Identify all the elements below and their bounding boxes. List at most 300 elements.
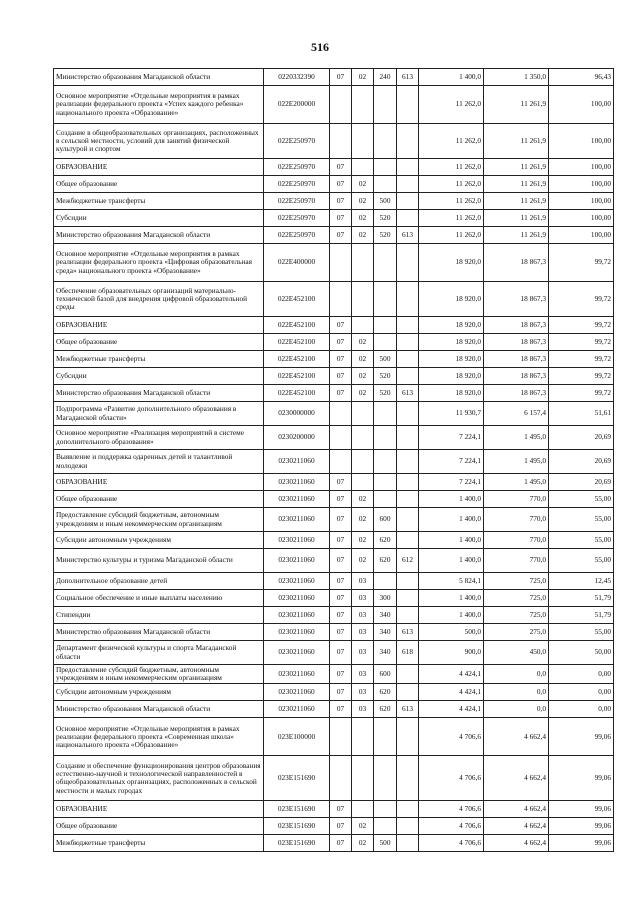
target-article-code: 0230211060 <box>264 590 330 607</box>
section-code: 07 <box>330 641 352 665</box>
plan-amount: 5 824,1 <box>419 573 484 590</box>
row-name: Межбюджетные трансферты <box>54 835 264 852</box>
actual-amount: 4 662,4 <box>484 818 549 835</box>
expense-type-code: 500 <box>374 835 397 852</box>
execution-percent: 20,69 <box>549 474 614 491</box>
target-article-code: 0230211060 <box>264 508 330 532</box>
target-article-code: 0230211060 <box>264 474 330 491</box>
department-code <box>397 159 419 176</box>
section-code: 07 <box>330 549 352 573</box>
execution-percent: 0,00 <box>549 665 614 684</box>
actual-amount: 18 867,3 <box>484 334 549 351</box>
execution-percent: 99,72 <box>549 351 614 368</box>
department-code <box>397 607 419 624</box>
target-article-code: 022E452100 <box>264 317 330 334</box>
subsection-code <box>352 159 374 176</box>
subsection-code: 02 <box>352 491 374 508</box>
target-article-code: 022E250970 <box>264 227 330 244</box>
subsection-code <box>352 756 374 801</box>
subsection-code: 03 <box>352 641 374 665</box>
table-row <box>54 317 614 334</box>
table-row <box>54 607 614 624</box>
plan-amount: 18 920,0 <box>419 385 484 402</box>
row-name: Министерство образования Магаданской области <box>54 701 264 718</box>
table-row <box>54 532 614 549</box>
table-row <box>54 385 614 402</box>
row-name: Предоставление субсидий бюджетным, автономным учреждениям и иным некоммерческим организациям <box>54 665 264 684</box>
table-row <box>54 351 614 368</box>
execution-percent: 99,06 <box>549 801 614 818</box>
plan-amount: 11 930,7 <box>419 402 484 426</box>
section-code: 07 <box>330 491 352 508</box>
target-article-code: 022E250970 <box>264 210 330 227</box>
row-name: Предоставление субсидий бюджетным, автономным учреждениям и иным некоммерческим организациям <box>54 508 264 532</box>
table-row <box>54 718 614 756</box>
execution-percent: 99,06 <box>549 835 614 852</box>
actual-amount: 770,0 <box>484 491 549 508</box>
actual-amount: 18 867,3 <box>484 368 549 385</box>
plan-amount: 4 706,6 <box>419 756 484 801</box>
row-name: Субсидии <box>54 368 264 385</box>
section-code <box>330 282 352 317</box>
actual-amount: 725,0 <box>484 573 549 590</box>
execution-percent: 100,00 <box>549 227 614 244</box>
target-article-code: 023E151690 <box>264 756 330 801</box>
plan-amount: 4 706,6 <box>419 818 484 835</box>
subsection-code <box>352 282 374 317</box>
row-name: Субсидии <box>54 210 264 227</box>
table-row <box>54 450 614 474</box>
section-code: 07 <box>330 227 352 244</box>
table-row <box>54 227 614 244</box>
subsection-code: 02 <box>352 385 374 402</box>
actual-amount: 770,0 <box>484 508 549 532</box>
target-article-code: 0230211060 <box>264 532 330 549</box>
target-article-code: 0230000000 <box>264 402 330 426</box>
department-code <box>397 176 419 193</box>
plan-amount: 18 920,0 <box>419 244 484 282</box>
table-row <box>54 474 614 491</box>
department-code: 613 <box>397 69 419 86</box>
table-row <box>54 69 614 86</box>
expense-type-code: 340 <box>374 624 397 641</box>
expense-type-code <box>374 756 397 801</box>
plan-amount: 7 224,1 <box>419 426 484 450</box>
target-article-code: 022E250970 <box>264 159 330 176</box>
row-name: ОБРАЗОВАНИЕ <box>54 159 264 176</box>
target-article-code: 0230211060 <box>264 624 330 641</box>
table-row <box>54 701 614 718</box>
actual-amount: 6 157,4 <box>484 402 549 426</box>
section-code: 07 <box>330 818 352 835</box>
row-name: Обеспечение образовательных организаций материально-технической базой для внедрения цифровой образовательной среды <box>54 282 264 317</box>
section-code <box>330 426 352 450</box>
department-code <box>397 665 419 684</box>
table-row <box>54 684 614 701</box>
actual-amount: 11 261,9 <box>484 176 549 193</box>
section-code: 07 <box>330 801 352 818</box>
subsection-code: 02 <box>352 193 374 210</box>
subsection-code <box>352 450 374 474</box>
execution-percent: 99,72 <box>549 368 614 385</box>
department-code <box>397 718 419 756</box>
execution-percent: 100,00 <box>549 193 614 210</box>
plan-amount: 11 262,0 <box>419 86 484 124</box>
execution-percent: 51,61 <box>549 402 614 426</box>
plan-amount: 4 706,6 <box>419 718 484 756</box>
target-article-code: 0230211060 <box>264 573 330 590</box>
row-name: Социальное обеспечение и иные выплаты населению <box>54 590 264 607</box>
plan-amount: 18 920,0 <box>419 368 484 385</box>
plan-amount: 900,0 <box>419 641 484 665</box>
section-code: 07 <box>330 590 352 607</box>
execution-percent: 99,06 <box>549 818 614 835</box>
execution-percent: 0,00 <box>549 684 614 701</box>
section-code: 07 <box>330 210 352 227</box>
plan-amount: 500,0 <box>419 624 484 641</box>
section-code: 07 <box>330 573 352 590</box>
subsection-code <box>352 718 374 756</box>
expense-type-code: 340 <box>374 641 397 665</box>
actual-amount: 770,0 <box>484 549 549 573</box>
expense-type-code: 300 <box>374 590 397 607</box>
target-article-code: 022E400000 <box>264 244 330 282</box>
target-article-code: 022E452100 <box>264 334 330 351</box>
row-name: Межбюджетные трансферты <box>54 193 264 210</box>
row-name: Создание в общеобразовательных организациях, расположенных в сельской местности, условий для занятий физической культурой и спортом <box>54 124 264 159</box>
subsection-code: 03 <box>352 607 374 624</box>
row-name: Межбюджетные трансферты <box>54 351 264 368</box>
plan-amount: 1 400,0 <box>419 590 484 607</box>
department-code <box>397 573 419 590</box>
row-name: Создание и обеспечение функционирования центров образования естественно-научной и технологической направленностей в общеобразовательных организациях, расположенных в сельской местности и малых городах <box>54 756 264 801</box>
department-code <box>397 756 419 801</box>
row-name: Департамент физической культуры и спорта Магаданской области <box>54 641 264 665</box>
actual-amount: 11 261,9 <box>484 159 549 176</box>
row-name: Подпрограмма «Развитие дополнительного образования в Магаданской области» <box>54 402 264 426</box>
table-row <box>54 756 614 801</box>
department-code: 612 <box>397 549 419 573</box>
department-code <box>397 282 419 317</box>
execution-percent: 99,72 <box>549 385 614 402</box>
table-row <box>54 801 614 818</box>
subsection-code <box>352 317 374 334</box>
execution-percent: 99,06 <box>549 718 614 756</box>
row-name: Стипендии <box>54 607 264 624</box>
execution-percent: 100,00 <box>549 176 614 193</box>
department-code <box>397 818 419 835</box>
actual-amount: 0,0 <box>484 665 549 684</box>
execution-percent: 12,45 <box>549 573 614 590</box>
department-code <box>397 86 419 124</box>
subsection-code: 02 <box>352 334 374 351</box>
row-name: Министерство культуры и туризма Магаданской области <box>54 549 264 573</box>
section-code: 07 <box>330 835 352 852</box>
table-row <box>54 176 614 193</box>
actual-amount: 725,0 <box>484 607 549 624</box>
plan-amount: 1 400,0 <box>419 607 484 624</box>
row-name: ОБРАЗОВАНИЕ <box>54 801 264 818</box>
department-code <box>397 508 419 532</box>
section-code <box>330 86 352 124</box>
section-code <box>330 450 352 474</box>
subsection-code: 02 <box>352 176 374 193</box>
subsection-code <box>352 474 374 491</box>
expense-type-code <box>374 573 397 590</box>
expense-type-code <box>374 718 397 756</box>
plan-amount: 11 262,0 <box>419 210 484 227</box>
row-name: Субсидии автономным учреждениям <box>54 532 264 549</box>
subsection-code: 02 <box>352 210 374 227</box>
department-code <box>397 450 419 474</box>
department-code <box>397 402 419 426</box>
actual-amount: 1 495,0 <box>484 450 549 474</box>
execution-percent: 0,00 <box>549 701 614 718</box>
expense-type-code <box>374 426 397 450</box>
department-code <box>397 684 419 701</box>
budget-table <box>53 68 614 852</box>
expense-type-code: 620 <box>374 684 397 701</box>
row-name: ОБРАЗОВАНИЕ <box>54 474 264 491</box>
target-article-code: 023E100000 <box>264 718 330 756</box>
execution-percent: 99,72 <box>549 317 614 334</box>
section-code <box>330 244 352 282</box>
row-name: Общее образование <box>54 818 264 835</box>
department-code: 613 <box>397 701 419 718</box>
table-row <box>54 210 614 227</box>
actual-amount: 1 495,0 <box>484 474 549 491</box>
row-name: ОБРАЗОВАНИЕ <box>54 317 264 334</box>
plan-amount: 7 224,1 <box>419 474 484 491</box>
expense-type-code: 520 <box>374 227 397 244</box>
row-name: Основное мероприятие «Реализация мероприятий в системе дополнительного образования» <box>54 426 264 450</box>
row-name: Основное мероприятие «Отдельные мероприятия в рамках реализации федерального проекта «Современная школа» национального проекта «Образование» <box>54 718 264 756</box>
actual-amount: 18 867,3 <box>484 385 549 402</box>
target-article-code: 022E452100 <box>264 351 330 368</box>
actual-amount: 11 261,9 <box>484 227 549 244</box>
execution-percent: 100,00 <box>549 210 614 227</box>
department-code <box>397 368 419 385</box>
section-code: 07 <box>330 368 352 385</box>
plan-amount: 18 920,0 <box>419 351 484 368</box>
subsection-code: 02 <box>352 532 374 549</box>
target-article-code: 022E250970 <box>264 124 330 159</box>
table-row <box>54 244 614 282</box>
subsection-code: 03 <box>352 665 374 684</box>
table-row <box>54 624 614 641</box>
section-code <box>330 718 352 756</box>
plan-amount: 4 424,1 <box>419 684 484 701</box>
plan-amount: 4 706,6 <box>419 801 484 818</box>
actual-amount: 11 261,9 <box>484 124 549 159</box>
section-code <box>330 124 352 159</box>
row-name: Министерство образования Магаданской области <box>54 385 264 402</box>
actual-amount: 0,0 <box>484 701 549 718</box>
section-code: 07 <box>330 317 352 334</box>
row-name: Дополнительное образование детей <box>54 573 264 590</box>
target-article-code: 023E151690 <box>264 835 330 852</box>
target-article-code: 022E250970 <box>264 176 330 193</box>
table-row <box>54 159 614 176</box>
subsection-code: 03 <box>352 590 374 607</box>
section-code: 07 <box>330 351 352 368</box>
expense-type-code: 520 <box>374 385 397 402</box>
target-article-code: 022E250970 <box>264 193 330 210</box>
actual-amount: 18 867,3 <box>484 317 549 334</box>
subsection-code <box>352 244 374 282</box>
plan-amount: 18 920,0 <box>419 282 484 317</box>
execution-percent: 99,72 <box>549 244 614 282</box>
actual-amount: 11 261,9 <box>484 193 549 210</box>
row-name: Общее образование <box>54 334 264 351</box>
execution-percent: 51,79 <box>549 607 614 624</box>
subsection-code: 02 <box>352 818 374 835</box>
plan-amount: 1 400,0 <box>419 69 484 86</box>
target-article-code: 022E452100 <box>264 282 330 317</box>
subsection-code <box>352 402 374 426</box>
execution-percent: 99,72 <box>549 334 614 351</box>
table-row <box>54 491 614 508</box>
actual-amount: 4 662,4 <box>484 756 549 801</box>
section-code: 07 <box>330 684 352 701</box>
table-row <box>54 193 614 210</box>
execution-percent: 96,43 <box>549 69 614 86</box>
expense-type-code: 620 <box>374 701 397 718</box>
target-article-code: 0230211060 <box>264 491 330 508</box>
plan-amount: 11 262,0 <box>419 124 484 159</box>
target-article-code: 0230211060 <box>264 450 330 474</box>
execution-percent: 99,06 <box>549 756 614 801</box>
subsection-code: 03 <box>352 684 374 701</box>
expense-type-code <box>374 402 397 426</box>
row-name: Основное мероприятие «Отдельные мероприятия в рамках реализации федерального проекта «Цифровая образовательная среда» национального проекта «Образование» <box>54 244 264 282</box>
execution-percent: 20,69 <box>549 450 614 474</box>
table-row <box>54 835 614 852</box>
department-code <box>397 334 419 351</box>
row-name: Министерство образования Магаданской области <box>54 624 264 641</box>
execution-percent: 50,00 <box>549 641 614 665</box>
target-article-code: 0230211060 <box>264 607 330 624</box>
row-name: Выявление и поддержка одаренных детей и талантливой молодежи <box>54 450 264 474</box>
actual-amount: 0,0 <box>484 684 549 701</box>
section-code: 07 <box>330 532 352 549</box>
plan-amount: 11 262,0 <box>419 227 484 244</box>
table-row <box>54 818 614 835</box>
section-code: 07 <box>330 701 352 718</box>
table-row <box>54 402 614 426</box>
target-article-code: 023E151690 <box>264 818 330 835</box>
section-code <box>330 402 352 426</box>
subsection-code: 02 <box>352 351 374 368</box>
actual-amount: 4 662,4 <box>484 835 549 852</box>
subsection-code: 02 <box>352 508 374 532</box>
department-code <box>397 317 419 334</box>
execution-percent: 55,00 <box>549 624 614 641</box>
section-code: 07 <box>330 69 352 86</box>
department-code: 613 <box>397 385 419 402</box>
execution-percent: 100,00 <box>549 159 614 176</box>
expense-type-code <box>374 244 397 282</box>
subsection-code: 03 <box>352 624 374 641</box>
row-name: Общее образование <box>54 491 264 508</box>
expense-type-code <box>374 176 397 193</box>
table-row <box>54 86 614 124</box>
department-code <box>397 590 419 607</box>
execution-percent: 100,00 <box>549 124 614 159</box>
department-code: 613 <box>397 227 419 244</box>
subsection-code: 03 <box>352 573 374 590</box>
section-code: 07 <box>330 474 352 491</box>
subsection-code: 02 <box>352 227 374 244</box>
expense-type-code <box>374 86 397 124</box>
expense-type-code: 600 <box>374 665 397 684</box>
expense-type-code: 520 <box>374 210 397 227</box>
execution-percent: 55,00 <box>549 508 614 532</box>
row-name: Субсидии автономным учреждениям <box>54 684 264 701</box>
expense-type-code: 620 <box>374 549 397 573</box>
table-row <box>54 549 614 573</box>
department-code <box>397 491 419 508</box>
target-article-code: 022E452100 <box>264 368 330 385</box>
subsection-code: 02 <box>352 549 374 573</box>
execution-percent: 55,00 <box>549 549 614 573</box>
plan-amount: 4 424,1 <box>419 701 484 718</box>
actual-amount: 1 495,0 <box>484 426 549 450</box>
table-row <box>54 368 614 385</box>
target-article-code: 023E151690 <box>264 801 330 818</box>
row-name: Общее образование <box>54 176 264 193</box>
expense-type-code: 240 <box>374 69 397 86</box>
subsection-code: 02 <box>352 368 374 385</box>
plan-amount: 11 262,0 <box>419 159 484 176</box>
subsection-code <box>352 801 374 818</box>
plan-amount: 11 262,0 <box>419 176 484 193</box>
department-code <box>397 474 419 491</box>
plan-amount: 7 224,1 <box>419 450 484 474</box>
section-code: 07 <box>330 193 352 210</box>
expense-type-code <box>374 159 397 176</box>
expense-type-code: 620 <box>374 532 397 549</box>
table-row <box>54 665 614 684</box>
execution-percent: 55,00 <box>549 491 614 508</box>
execution-percent: 51,79 <box>549 590 614 607</box>
row-name: Основное мероприятие «Отдельные мероприятия в рамках реализации федерального проекта «Успех каждого ребенка» национального проекта «Образование» <box>54 86 264 124</box>
target-article-code: 022E200000 <box>264 86 330 124</box>
expense-type-code: 500 <box>374 351 397 368</box>
actual-amount: 18 867,3 <box>484 244 549 282</box>
department-code <box>397 351 419 368</box>
expense-type-code <box>374 818 397 835</box>
subsection-code: 03 <box>352 701 374 718</box>
subsection-code <box>352 426 374 450</box>
target-article-code: 0230211060 <box>264 641 330 665</box>
expense-type-code: 340 <box>374 607 397 624</box>
expense-type-code <box>374 474 397 491</box>
section-code: 07 <box>330 385 352 402</box>
section-code: 07 <box>330 665 352 684</box>
expense-type-code <box>374 491 397 508</box>
department-code: 618 <box>397 641 419 665</box>
department-code <box>397 801 419 818</box>
actual-amount: 725,0 <box>484 590 549 607</box>
row-name: Министерство образования Магаданской области <box>54 69 264 86</box>
execution-percent: 20,69 <box>549 426 614 450</box>
section-code: 07 <box>330 607 352 624</box>
target-article-code: 022E452100 <box>264 385 330 402</box>
section-code: 07 <box>330 508 352 532</box>
department-code <box>397 210 419 227</box>
table-row <box>54 508 614 532</box>
